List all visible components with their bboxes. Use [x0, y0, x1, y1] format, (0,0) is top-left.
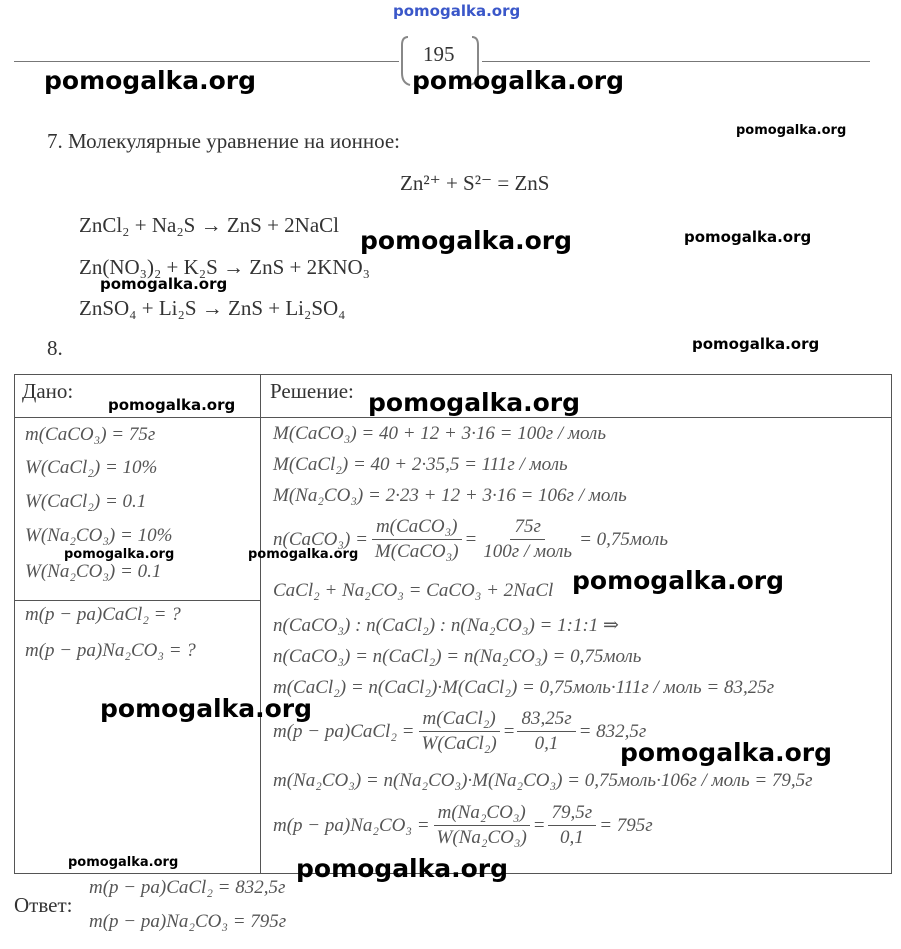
given-find-divider — [14, 600, 261, 601]
find-item: m(p − pa)CaCl₂ = ? — [25, 604, 181, 625]
task8-heading: 8. — [47, 336, 63, 360]
answer-line: m(p − pa)CaCl₂ = 832,5г — [89, 877, 286, 898]
given-item: W(Na₂CO₃) = 10% — [25, 525, 173, 546]
fraction-lhs: n(CaCO₃) = — [273, 528, 368, 550]
watermark: pomogalka.org — [412, 66, 625, 95]
solution-line: n(CaCO₃) = n(CaCl₂) = n(Na₂CO₃) = 0,75моль — [273, 646, 642, 667]
answer-line: m(p − pa)Na₂CO₃ = 795г — [89, 911, 287, 932]
header-rule-right — [482, 61, 870, 62]
solution-line: M(CaCO₃) = 40 + 12 + 3·16 = 100г / моль — [273, 423, 606, 444]
fraction-result: = 832,5г — [578, 720, 647, 742]
table-left-border — [14, 374, 15, 874]
watermark: pomogalka.org — [368, 388, 581, 417]
solution-line: n(CaCO₃) : n(CaCl₂) : n(Na₂CO₃) = 1:1:1 ⇒ — [273, 615, 619, 636]
solution-line: M(CaCl₂) = 40 + 2·35,5 = 111г / моль — [273, 454, 568, 475]
watermark: pomogalka.org — [44, 66, 257, 95]
given-item: m(CaCO₃) = 75г — [25, 424, 156, 445]
fraction-lhs: m(p − pa)CaCl₂ = — [273, 720, 415, 742]
table-header-border — [14, 417, 892, 418]
watermark-top: pomogalka.org — [393, 2, 521, 20]
equals-sign: = — [533, 814, 545, 836]
fraction — [433, 802, 531, 849]
fraction-numerator: m(CaCl₂) — [419, 708, 500, 732]
watermark: pomogalka.org — [684, 228, 812, 246]
equals-sign: = — [465, 528, 477, 550]
header-rule-left — [14, 61, 399, 62]
fraction-numerator: m(CaCO₃) — [372, 516, 462, 540]
molecular-equation-1: ZnCl₂ + Na₂S → ZnS + 2NaCl — [79, 213, 339, 237]
fraction-denominator: W(CaCl₂) — [421, 733, 497, 754]
fraction-lhs: m(p − pa)Na₂CO₃ = — [273, 814, 430, 836]
fraction — [517, 708, 575, 755]
solution-header: Решение: — [270, 379, 354, 403]
watermark: pomogalka.org — [620, 738, 833, 767]
watermark: pomogalka.org — [736, 123, 847, 138]
given-header: Дано: — [22, 379, 74, 403]
fraction-denominator: M(CaCO₃) — [374, 541, 459, 562]
task7-heading: 7. Молекулярные уравнение на ионное: — [47, 129, 400, 153]
page-number: 195 — [423, 42, 455, 66]
watermark: pomogalka.org — [296, 854, 509, 883]
solution-line: M(Na₂CO₃) = 2·23 + 12 + 3·16 = 106г / моль — [273, 485, 627, 506]
answer-label: Ответ: — [14, 893, 73, 917]
fraction-numerator: 83,25г — [517, 708, 575, 732]
table-right-border — [891, 374, 892, 874]
solution-fraction-line — [273, 708, 646, 755]
fraction-numerator: m(Na₂CO₃) — [434, 802, 530, 826]
solution-line: m(Na₂CO₃) = n(Na₂CO₃)·M(Na₂CO₃) = 0,75моль·106г / моль = 79,5г — [273, 770, 813, 791]
fraction-result: = 795г — [599, 814, 653, 836]
fraction-result: = 0,75моль — [579, 528, 668, 550]
fraction-numerator: 79,5г — [548, 802, 597, 826]
solution-fraction-line — [273, 802, 653, 849]
given-item: W(CaCl₂) = 10% — [25, 457, 158, 478]
ionic-equation: Zn²⁺ + S²⁻ = ZnS — [400, 171, 550, 195]
fraction-numerator: 75г — [510, 516, 544, 540]
table-column-divider — [260, 374, 261, 874]
solution-line: m(CaCl₂) = n(CaCl₂)·M(CaCl₂) = 0,75моль·111г / моль = 83,25г — [273, 677, 775, 698]
fraction — [371, 516, 463, 563]
watermark: pomogalka.org — [360, 226, 573, 255]
find-item: m(p − pa)Na₂CO₃ = ? — [25, 640, 196, 661]
solution-line: CaCl₂ + Na₂CO₃ = CaCO₃ + 2NaCl — [273, 580, 554, 601]
watermark: pomogalka.org — [100, 694, 313, 723]
watermark: pomogalka.org — [64, 547, 175, 562]
watermark: pomogalka.org — [100, 275, 228, 293]
fraction-denominator: 0,1 — [534, 733, 559, 754]
fraction — [548, 802, 597, 849]
watermark: pomogalka.org — [692, 335, 820, 353]
watermark: pomogalka.org — [572, 566, 785, 595]
watermark: pomogalka.org — [68, 855, 179, 870]
fraction — [418, 708, 501, 755]
watermark: pomogalka.org — [248, 547, 359, 562]
molecular-equation-3: ZnSO₄ + Li₂S → ZnS + Li₂SO₄ — [79, 296, 346, 320]
molecular-equation-2: Zn(NO₃)₂ + K₂S → ZnS + 2KNO₃ — [79, 255, 370, 279]
given-item: W(Na₂CO₃) = 0.1 — [25, 561, 162, 582]
equals-sign: = — [503, 720, 515, 742]
watermark: pomogalka.org — [108, 396, 236, 414]
table-top-border — [14, 374, 892, 375]
fraction-denominator: W(Na₂CO₃) — [436, 827, 527, 848]
given-item: W(CaCl₂) = 0.1 — [25, 491, 147, 512]
solution-fraction-line — [273, 516, 668, 563]
fraction-denominator: 0,1 — [559, 827, 584, 848]
fraction-denominator: 100г / моль — [483, 541, 573, 562]
fraction — [479, 516, 576, 563]
